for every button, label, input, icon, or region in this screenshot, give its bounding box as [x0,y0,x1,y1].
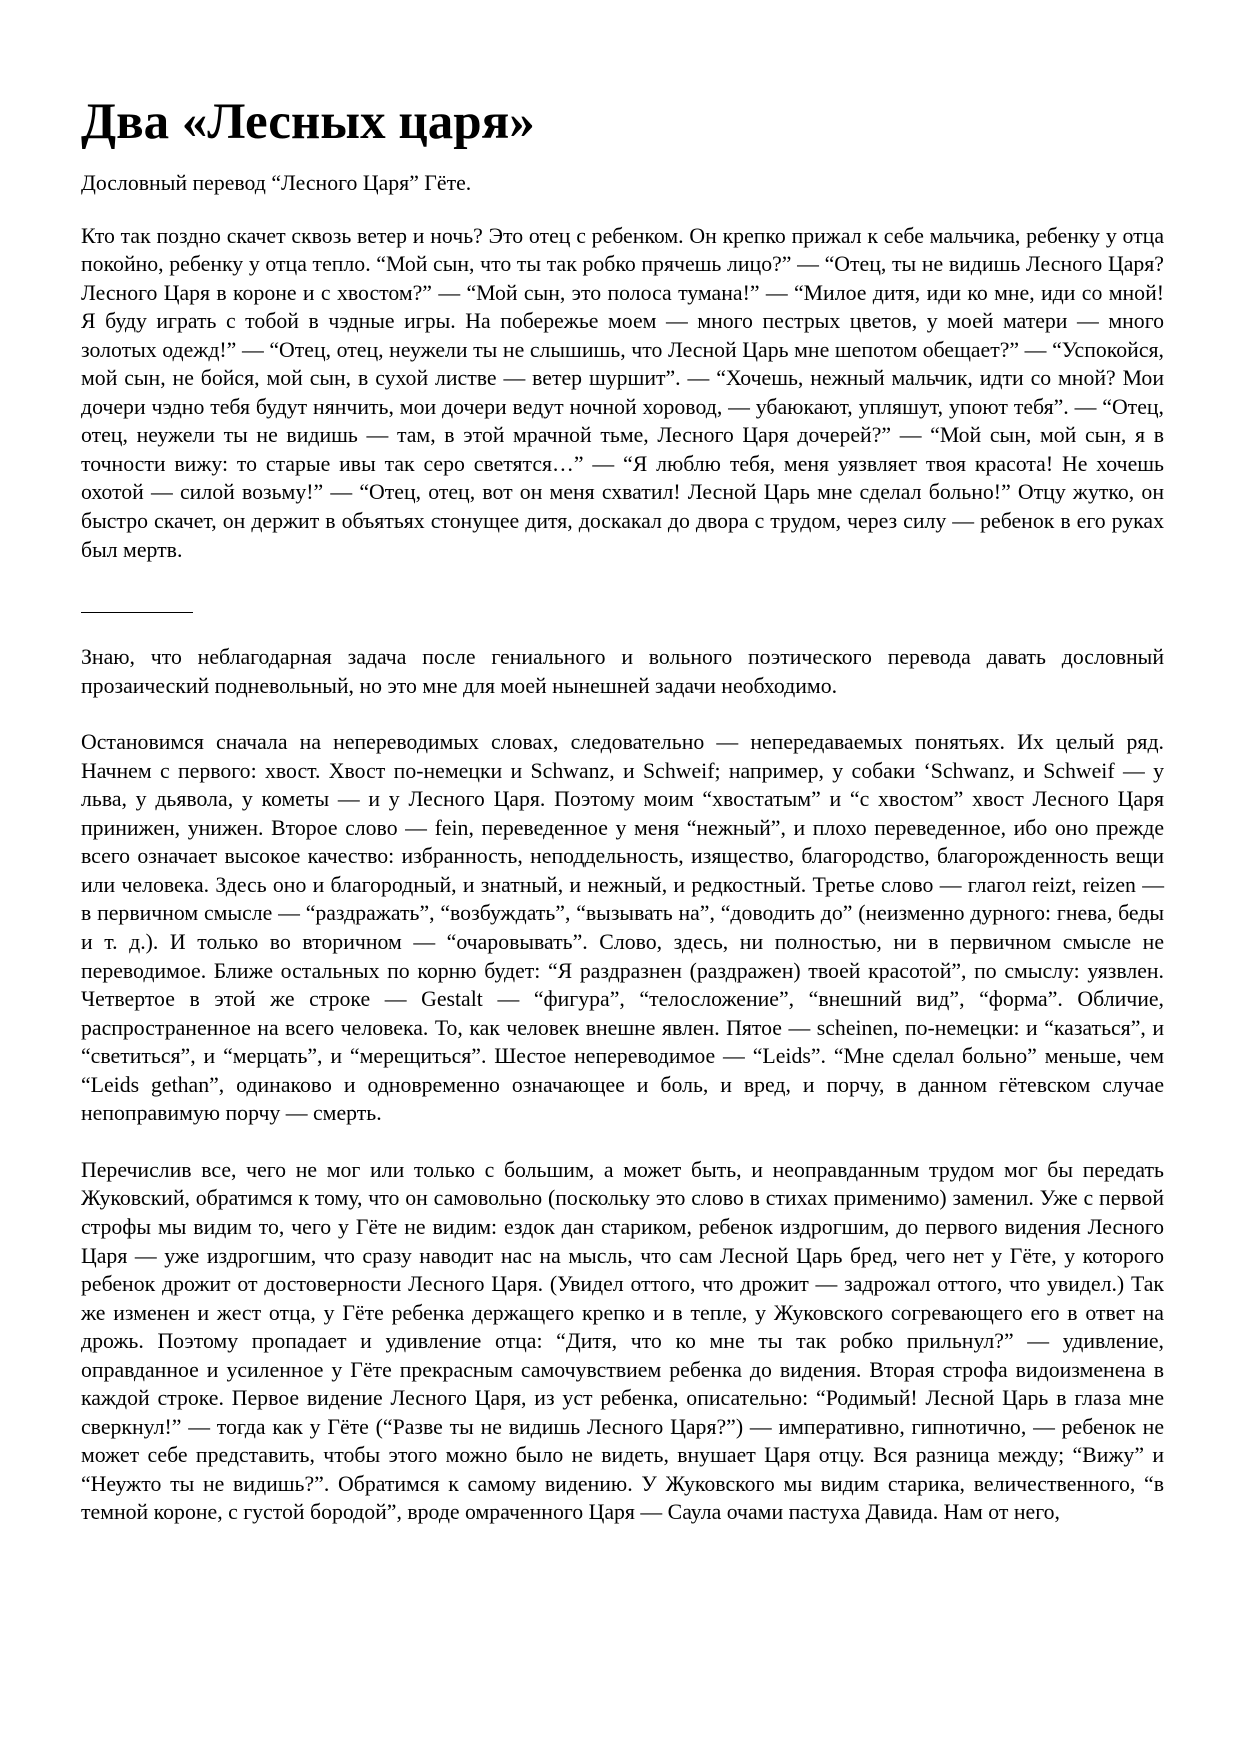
paragraph-literal-translation: Кто так поздно скачет сквозь ветер и ночь? Это отец с ребенком. Он крепко прижал к себе мальчика, ребенку у отца покойно, ребенку у отца тепло. “Мой сын, что ты так робко прячешь лицо?” — “Отец, ты не видишь Лесного Царя? Лесного Царя в короне и с хвостом?” — “Мой сын, это полоса тумана!” — “Милое дитя, иди ко мне, иди со мной! Я буду играть с тобой в чэдные игры. На побережье моем — много пестрых цветов, у моей матери — много золотых одежд!” — “Отец, отец, неужели ты не слышишь, что Лесной Царь мне шепотом обещает?” — “Успокойся, мой сын, не бойся, мой сын, в сухой листве — ветер шуршит”. — “Хочешь, нежный мальчик, идти со мной? Мои дочери чэдно тебя будут нянчить, мои дочери ведут ночной хоровод, — убаюкают, упляшут, упоют тебя”. — “Отец, отец, неужели ты не видишь — там, в этой мрачной тьме, Лесного Царя дочерей?” — “Мой сын, мой сын, я в точности вижу: то старые ивы так серо светятся…” — “Я люблю тебя, меня уязвляет твоя красота! Не хочешь охотой — силой возьму!” — “Отец, отец, вот он меня схватил! Лесной Царь мне сделал больно!” Отцу жутко, он быстро скачет, он держит в объятьях стонущее дитя, доскакал до двора с трудом, через силу — ребенок в его руках был мертв. [81,223,1164,562]
subtitle: Дословный перевод “Лесного Царя” Гёте. [81,171,472,195]
paragraph-zhukovsky-comparison: Перечислив все, чего не мог или только с большим, а может быть, и неоправданным трудом мог бы передать Жуковский, обратимся к тому, что он самовольно (поскольку это слово в стихах применимо) заменил. Уже с первой строфы мы видим то, чего у Гёте не видим: ездок дан стариком, ребенок издрогшим, до первого видения Лесного Царя — уже издрогшим, что сразу наводит нас на мысль, что сам Лесной Царь бред, чего нет у Гёте, у которого ребенок дрожит от достоверности Лесного Царя. (Увидел оттого, что дрожит — задрожал оттого, что увидел.) Так же изменен и жест отца, у Гёте ребенка держащего крепко и в тепле, у Жуковского согревающего его в ответ на дрожь. Поэтому пропадает и удивление отца: “Дитя, что ко мне ты так робко прильнул?” — удивление, оправданное и усиленное у Гёте прекрасным самочувствием ребенка до видения. Вторая строфа видоизменена в каждой строке. Первое видение Лесного Царя, из уст ребенка, описательно: “Родимый! Лесной Царь в глаза мне сверкнул!” — тогда как у Гёте (“Разве ты не видишь Лесного Царя?”) — императивно, гипнотично, — ребенок не может себе представить, чтобы этого можно было не видеть, внушает Царя отцу. Вся разница между; “Вижу” и “Неужто ты не видишь?”. Обратимся к самому видению. У Жуковского мы видим старика, величественного, “в темной короне, с густой бородой”, вроде омраченного Царя — Саула очами пастуха Давида. Нам от него, [81,1157,1164,1525]
paragraph-intro: Знаю, что неблагодарная задача после гениального и вольного поэтического перевода давать дословный прозаический подневольный, но это мне для моей нынешней задачи необходимо. [81,645,1164,698]
document-page [81,92,1164,1527]
page-title: Два «Лесных царя» [81,94,535,150]
section-divider [81,612,193,613]
paragraph-untranslatable-words: Остановимся сначала на непереводимых словах, следовательно — непередаваемых понятьях. Их целый ряд. Начнем с первого: хвост. Хвост по-немецки и Schwanz, и Schweif; например, у собаки ‘Schwanz, и Schweif — у льва, у дьявола, у кометы — и у Лесного Царя. Поэтому моим “хвостатым” и “с хвостом” хвост Лесного Царя принижен, унижен. Второе слово — fein, переведенное у меня “нежный”, и плохо переведенное, ибо оно прежде всего означает высокое качество: избранность, неподдельность, изящество, благородство, благорожденность вещи или человека. Здесь оно и благородный, и знатный, и нежный, и редкостный. Третье слово — глагол reizt, reizen — в первичном смысле — “раздражать”, “возбуждать”, “вызывать на”, “доводить до” (неизменно дурного: гнева, беды и т. д.). И только во вторичном — “очаровывать”. Слово, здесь, ни полностью, ни в первичном смысле не переводимое. Ближе остальных по корню будет: “Я раздразнен (раздражен) твоей красотой”, по смыслу: уязвлен. Четвертое в этой же строке — Gestalt — “фигура”, “телосложение”, “внешний вид”, “форма”. Обличие, распространенное на всего человека. То, как человек внешне явлен. Пятое — scheinen, по-немецки: и “казаться”, и “светиться”, и “мерцать”, и “мерещиться”. Шестое непереводимое — “Leids”. “Мне сделал больно” меньше, чем “Leids gethan”, одинаково и одновременно означающее и боль, и вред, и порчу, в данном гётевском случае непоправимую порчу — смерть. [81,730,1164,1126]
